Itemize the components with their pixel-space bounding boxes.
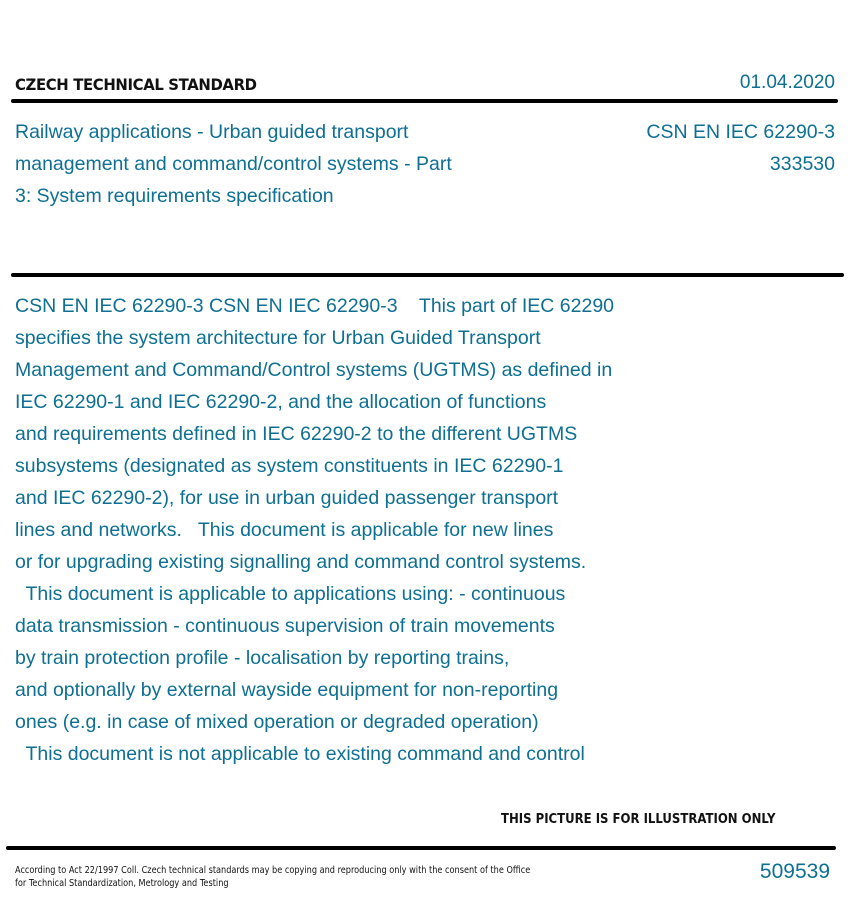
abstract-line: subsystems (designated as system constituents in IEC 62290-1 <box>15 455 564 477</box>
abstract-line: This document is applicable to applications using: - continuous <box>15 583 566 605</box>
abstract-line: and optionally by external wayside equipment for non-reporting <box>15 679 559 701</box>
abstract-line: Management and Command/Control systems (UGTMS) as defined in <box>15 359 613 381</box>
catalog-number: 333530 <box>769 153 835 175</box>
legal-notice <box>15 864 530 890</box>
header-divider <box>11 99 838 103</box>
abstract-line: by train protection profile - localisation by reporting trains, <box>15 647 510 669</box>
legal-notice-line: for Technical Standardization, Metrology and Testing <box>15 878 229 889</box>
abstract-line: or for upgrading existing signalling and command control systems. <box>15 551 587 573</box>
abstract-line: data transmission - continuous supervision of train movements <box>15 615 555 637</box>
abstract-line: This document is not applicable to existing command and control <box>15 743 585 765</box>
standard-title-line: Railway applications - Urban guided transport <box>15 121 409 143</box>
abstract-line: and requirements defined in IEC 62290-2 to the different UGTMS <box>15 423 578 445</box>
standard-type-heading: CZECH TECHNICAL STANDARD <box>15 75 257 94</box>
illustration-disclaimer: THIS PICTURE IS FOR ILLUSTRATION ONLY <box>501 812 776 827</box>
footer-divider <box>6 846 836 850</box>
standard-title-line: management and command/control systems - Part <box>15 153 452 175</box>
legal-notice-line: According to Act 22/1997 Coll. Czech technical standards may be copying and reproducing only with the consent of the Office <box>15 865 531 876</box>
section-divider <box>11 273 844 277</box>
abstract-text <box>15 290 614 770</box>
abstract-line: and IEC 62290-2), for use in urban guided passenger transport <box>15 487 559 509</box>
document-id: 509539 <box>759 860 830 883</box>
abstract-line: CSN EN IEC 62290-3 CSN EN IEC 62290-3 This part of IEC 62290 <box>15 295 615 317</box>
publication-date: 01.04.2020 <box>739 72 835 93</box>
abstract-line: IEC 62290-1 and IEC 62290-2, and the allocation of functions <box>15 391 547 413</box>
abstract-line: lines and networks. This document is applicable for new lines <box>15 519 554 541</box>
abstract-line: specifies the system architecture for Urban Guided Transport <box>15 327 541 349</box>
standard-identifiers <box>646 116 835 180</box>
standard-title <box>15 116 515 212</box>
standard-code: CSN EN IEC 62290-3 <box>646 121 835 143</box>
abstract-line: ones (e.g. in case of mixed operation or degraded operation) <box>15 711 539 733</box>
standard-title-line: 3: System requirements specification <box>15 185 334 207</box>
